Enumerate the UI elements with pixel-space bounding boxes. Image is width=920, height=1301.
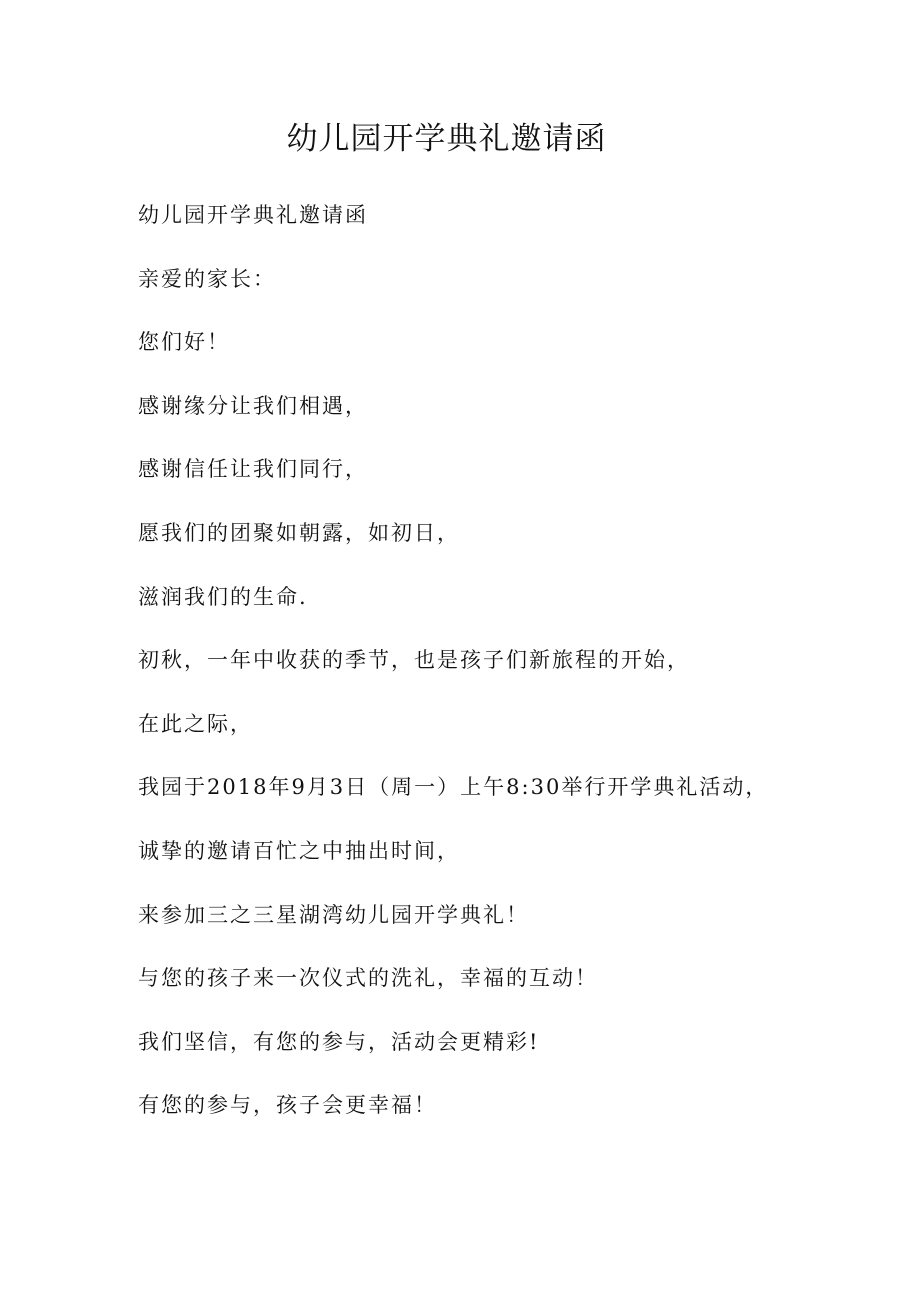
body-line: 我园于2018年9月3日（周一）上午8:30举行开学典礼活动，: [138, 775, 769, 800]
body-line: 您们好！: [138, 330, 230, 355]
body-line: 诚挚的邀请百忙之中抽出时间，: [138, 838, 460, 863]
body-line: 亲爱的家长：: [138, 266, 276, 291]
body-line: 滋润我们的生命.: [138, 584, 308, 609]
body-line: 初秋，一年中收获的季节，也是孩子们新旅程的开始，: [138, 648, 690, 673]
body-line: 幼儿园开学典礼邀请函: [138, 203, 368, 227]
body-line: 来参加三之三星湖湾幼儿园开学典礼！: [138, 902, 529, 927]
document-body: [138, 190, 878, 1144]
body-line: 我们坚信，有您的参与，活动会更精彩!: [138, 1029, 540, 1054]
body-line: 与您的孩子来一次仪式的洗礼，幸福的互动！: [138, 966, 598, 991]
body-line: 感谢信任让我们同行，: [138, 457, 368, 482]
body-line: 有您的参与，孩子会更幸福！: [138, 1093, 437, 1118]
document-title: 幼儿园开学典礼邀请函: [286, 121, 607, 157]
body-line: 感谢缘分让我们相遇，: [138, 393, 368, 418]
body-line: 在此之际，: [138, 711, 253, 736]
body-line: 愿我们的团聚如朝露，如初日，: [138, 520, 460, 545]
